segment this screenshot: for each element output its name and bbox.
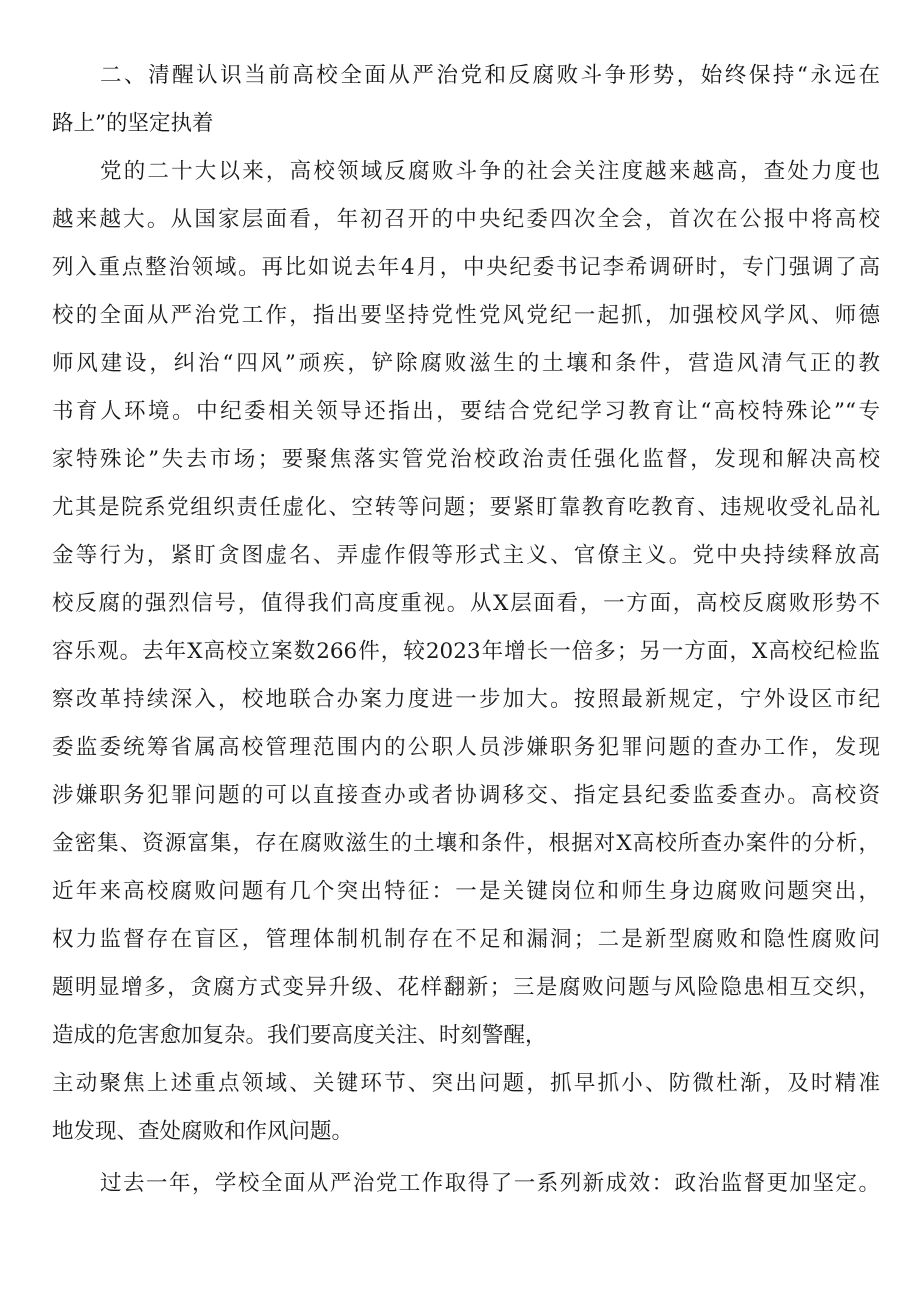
paragraph-1-line-16: 近年来高校腐败问题有几个突出特征：一是关键岗位和师生身边腐败问题突出，	[52, 879, 880, 904]
paragraph-1-line-2: 越来越大。从国家层面看，年初召开的中央纪委四次全会，首次在公报中将高校	[52, 207, 880, 232]
paragraph-2-line-1: 过去一年，学校全面从严治党工作取得了一系列新成效：政治监督更加坚定。	[100, 1171, 880, 1196]
paragraph-1-line-4: 校的全面从严治党工作，指出要坚持党性党风党纪一起抓，加强校风学风、师德	[52, 303, 880, 328]
paragraph-1-line-7: 家特殊论”失去市场；要聚焦落实管党治校政治责任强化监督，发现和解决高校	[52, 447, 880, 472]
paragraph-1-line-10: 校反腐的强烈信号，值得我们高度重视。从X层面看，一方面，高校反腐败形势不	[52, 591, 880, 616]
paragraph-1-line-13: 委监委统筹省属高校管理范围内的公职人员涉嫌职务犯罪问题的查办工作，发现	[52, 735, 880, 760]
paragraph-1-line-18: 题明显增多，贪腐方式变异升级、花样翻新；三是腐败问题与风险隐患相互交织，	[52, 975, 880, 1000]
paragraph-1-line-11: 容乐观。去年X高校立案数266件，较2023年增长一倍多；另一方面，X高校纪检监	[52, 639, 880, 664]
section-heading-line-2: 路上”的坚定执着	[52, 111, 214, 136]
paragraph-1-line-12: 察改革持续深入，校地联合办案力度进一步加大。按照最新规定，宁外设区市纪	[52, 687, 880, 712]
paragraph-1-line-3: 列入重点整治领域。再比如说去年4月，中央纪委书记李希调研时，专门强调了高	[52, 255, 880, 280]
paragraph-1-line-17: 权力监督存在盲区，管理体制机制存在不足和漏洞；二是新型腐败和隐性腐败问	[52, 927, 880, 952]
paragraph-1-line-8: 尤其是院系党组织责任虚化、空转等问题；要紧盯靠教育吃教育、违规收受礼品礼	[52, 495, 880, 520]
paragraph-1-line-9: 金等行为，紧盯贪图虚名、弄虚作假等形式主义、官僚主义。党中央持续释放高	[52, 543, 880, 568]
paragraph-1-line-15: 金密集、资源富集，存在腐败滋生的土壤和条件，根据对X高校所查办案件的分析，	[52, 831, 880, 856]
paragraph-1-line-19: 造成的危害愈加复杂。我们要高度关注、时刻警醒，	[52, 1023, 547, 1048]
paragraph-1-line-1: 党的二十大以来，高校领域反腐败斗争的社会关注度越来越高，查处力度也	[100, 159, 880, 184]
paragraph-1-line-20: 主动聚焦上述重点领域、关键环节、突出问题，抓早抓小、防微杜渐，及时精准	[52, 1071, 880, 1096]
section-heading-line-1: 二、清醒认识当前高校全面从严治党和反腐败斗争形势，始终保持“永远在	[100, 63, 880, 88]
paragraph-1-line-6: 书育人环境。中纪委相关领导还指出，要结合党纪学习教育让“高校特殊论”“专	[52, 399, 880, 424]
paragraph-1-line-5: 师风建设，纠治“四风”顽疾，铲除腐败滋生的土壤和条件，营造风清气正的教	[52, 351, 880, 376]
paragraph-1-line-21: 地发现、查处腐败和作风问题。	[52, 1119, 354, 1144]
paragraph-1-line-14: 涉嫌职务犯罪问题的可以直接查办或者协调移交、指定县纪委监委查办。高校资	[52, 783, 880, 808]
